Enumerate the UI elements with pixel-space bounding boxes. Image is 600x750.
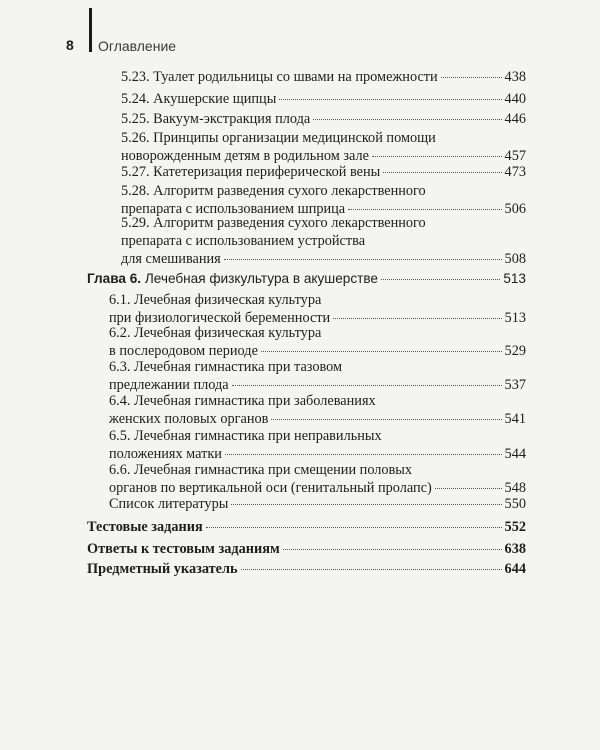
toc-entry-5-28[interactable]: 5.28. Алгоритм разведения сухого лекарственного препарата с использованием шприца 506 (121, 183, 526, 217)
toc-entry-6-4[interactable]: 6.4. Лечебная гимнастика при заболеваниях женских половых органов 541 (109, 393, 526, 427)
dot-leader (372, 156, 502, 157)
page-ref: 529 (504, 343, 526, 359)
dot-leader (231, 504, 501, 505)
toc-entry-6-3[interactable]: 6.3. Лечебная гимнастика при тазовом предлежании плода 537 (109, 359, 526, 393)
toc-entry-answers[interactable]: Ответы к тестовым заданиям 638 (87, 541, 526, 557)
page-ref: 440 (504, 91, 526, 107)
page-ref: 638 (504, 541, 526, 557)
dot-leader (348, 209, 501, 210)
toc-entry-6-6[interactable]: 6.6. Лечебная гимнастика при смещении половых органов по вертикальной оси (генитальный пролапс) 548 (109, 462, 526, 496)
dot-leader (232, 385, 502, 386)
dot-leader (283, 549, 502, 550)
page-ref: 446 (504, 111, 526, 127)
toc-entry-index[interactable]: Предметный указатель 644 (87, 561, 526, 577)
page-ref: 513 (503, 271, 526, 286)
running-header: Оглавление (98, 38, 177, 54)
dot-leader (383, 172, 501, 173)
dot-leader (279, 99, 501, 100)
dot-leader (241, 569, 502, 570)
page-ref: 644 (504, 561, 526, 577)
page-ref: 438 (504, 69, 526, 85)
toc-entry-6-2[interactable]: 6.2. Лечебная физическая культура в послеродовом периоде 529 (109, 325, 526, 359)
page-ref: 552 (504, 519, 526, 535)
page-ref: 457 (504, 148, 526, 164)
dot-leader (225, 454, 502, 455)
page-ref: 541 (504, 411, 526, 427)
toc-entry-5-26[interactable]: 5.26. Принципы организации медицинской помощи новорожденным детям в родильном зале 457 (121, 130, 526, 164)
page-ref: 548 (504, 480, 526, 496)
header-rule (89, 8, 92, 52)
page-ref: 473 (504, 164, 526, 180)
dot-leader (333, 318, 501, 319)
toc-chapter-6[interactable]: Глава 6. Лечебная физкультура в акушерстве 513 (87, 271, 526, 286)
dot-leader (313, 119, 501, 120)
chapter-label: Глава 6. (87, 271, 142, 286)
toc-entry-5-25[interactable]: 5.25. Вакуум-экстракция плода 446 (121, 111, 526, 127)
toc-entry-tests[interactable]: Тестовые задания 552 (87, 519, 526, 535)
toc-entry-5-23[interactable]: 5.23. Туалет родильницы со швами на промежности 438 (121, 69, 526, 85)
dot-leader (441, 77, 502, 78)
toc-entry-6-1[interactable]: 6.1. Лечебная физическая культура при физиологической беременности 513 (109, 292, 526, 326)
toc-entry-5-27[interactable]: 5.27. Катетеризация периферической вены 473 (121, 164, 526, 180)
dot-leader (271, 419, 501, 420)
dot-leader (224, 259, 502, 260)
dot-leader (261, 351, 502, 352)
dot-leader (381, 279, 500, 280)
page-ref: 550 (504, 496, 526, 512)
page-ref: 513 (504, 310, 526, 326)
dot-leader (435, 488, 502, 489)
page-ref: 508 (504, 251, 526, 267)
toc-entry-6-5[interactable]: 6.5. Лечебная гимнастика при неправильных положениях матки 544 (109, 428, 526, 462)
dot-leader (206, 527, 502, 528)
page-ref: 506 (504, 201, 526, 217)
toc-entry-references[interactable]: Список литературы 550 (109, 496, 526, 512)
page-ref: 537 (504, 377, 526, 393)
page-ref: 544 (504, 446, 526, 462)
toc-entry-5-24[interactable]: 5.24. Акушерские щипцы 440 (121, 91, 526, 107)
toc-entry-5-29[interactable]: 5.29. Алгоритм разведения сухого лекарственного препарата с использованием устройства для смешивания 508 (121, 215, 526, 267)
page-number: 8 (66, 37, 74, 53)
